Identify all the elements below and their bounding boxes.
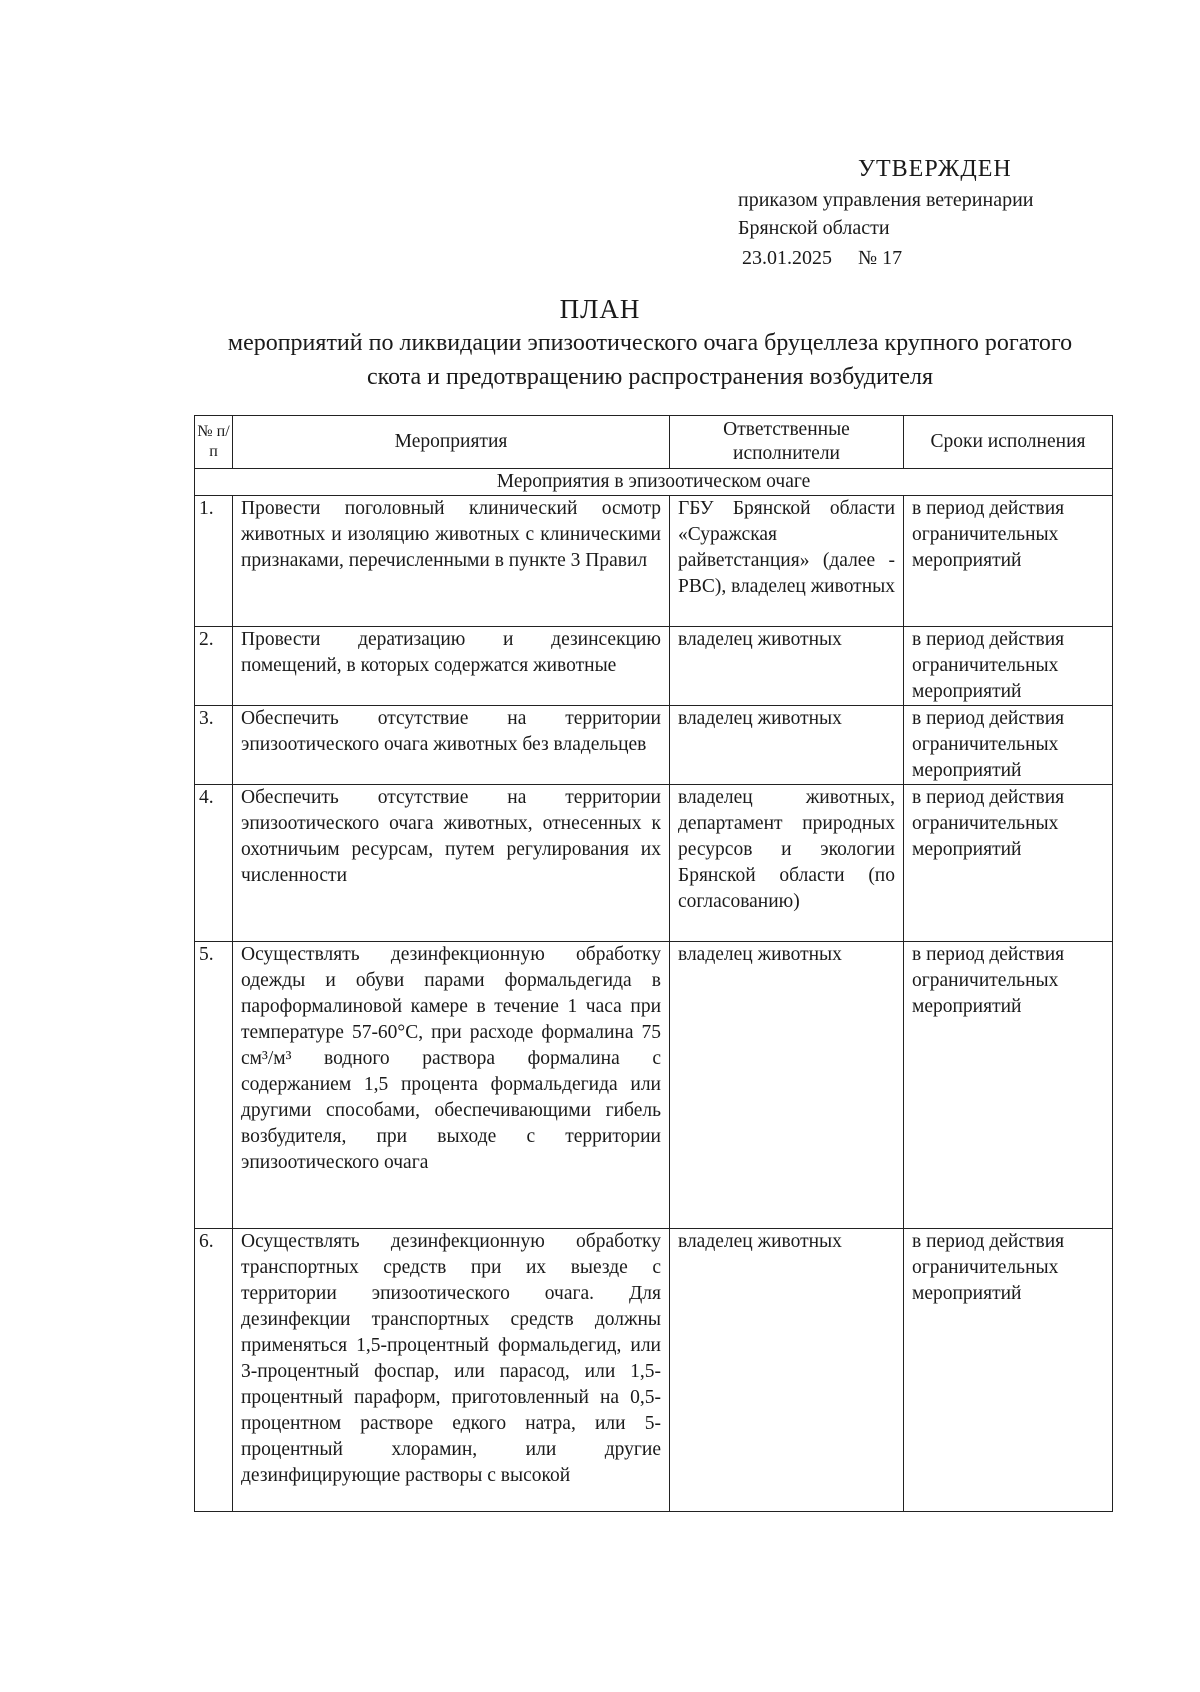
row-deadline: в период действия ограничительных мероприятий [904,1229,1113,1512]
table-header-row [195,416,1113,469]
section-title: Мероприятия в эпизоотическом очаге [195,469,1113,496]
header-measure: Мероприятия [233,416,670,469]
row-num: 1. [195,496,233,627]
table-row [195,706,1113,785]
row-deadline: в период действия ограничительных мероприятий [904,942,1113,1229]
section-row [195,469,1113,496]
header-deadline: Сроки исполнения [904,416,1113,469]
row-deadline: в период действия ограничительных мероприятий [904,785,1113,942]
row-deadline: в период действия ограничительных мероприятий [904,627,1113,706]
row-num: 4. [195,785,233,942]
table-row [195,1229,1113,1512]
row-num: 5. [195,942,233,1229]
table-row [195,627,1113,706]
row-measure: Провести дератизацию и дезинсекцию помещений, в которых содержатся животные [233,627,670,706]
row-measure: Осуществлять дезинфекционную обработку одежды и обуви парами формальдегида в пароформалиновой камере в течение 1 часа при температуре 57-60°С, при расходе формалина 75 см³/м³ водного раствора формалина с содержанием 1,5 процента формальдегида или другими способами, обеспечивающими гибель возбудителя, при выходе с территории эпизоотического очага [233,942,670,1229]
approval-title: УТВЕРЖДЕН [858,156,1012,182]
row-measure: Провести поголовный клинический осмотр животных и изоляцию животных с клиническими признаками, перечисленными в пункте 3 Правил [233,496,670,627]
row-num: 2. [195,627,233,706]
row-responsible: владелец животных [670,1229,904,1512]
row-responsible: владелец животных [670,942,904,1229]
row-num: 3. [195,706,233,785]
approval-region-line: Брянской области [738,217,890,239]
row-measure: Осуществлять дезинфекционную обработку транспортных средств при их выезде с территории эпизоотического очага. Для дезинфекции транспортных средств должны применяться 1,5-процентный формальдегид, или 3-процентный фоспар, или парасод, или 1,5-процентный параформ, приготовленный на 0,5-процентном растворе едкого натра, или 5-процентный хлорамин, или другие дезинфицирующие растворы с высокой [233,1229,670,1512]
approval-number: № 17 [858,247,903,269]
row-responsible: владелец животных [670,706,904,785]
approval-order-line: приказом управления ветеринарии [738,189,1034,211]
plan-title: ПЛАН [559,294,641,324]
header-num: № п/п [195,416,233,469]
row-deadline: в период действия ограничительных мероприятий [904,496,1113,627]
row-responsible: ГБУ Брянской области «Суражская райветстанция» (далее - РВС), владелец животных [670,496,904,627]
plan-subtitle: мероприятий по ликвидации эпизоотического очага бруцеллеза крупного рогатого скота и предотвращению распространения возбудителя [227,330,1073,390]
row-responsible: владелец животных, департамент природных ресурсов и экологии Брянской области (по согласованию) [670,785,904,942]
row-measure: Обеспечить отсутствие на территории эпизоотического очага животных, отнесенных к охотничьим ресурсам, путем регулирования их численности [233,785,670,942]
row-measure: Обеспечить отсутствие на территории эпизоотического очага животных без владельцев [233,706,670,785]
header-responsible: Ответственные исполнители [670,416,904,469]
table-row [195,785,1113,942]
table-row [195,942,1113,1229]
approval-stamp [738,152,1178,274]
row-num: 6. [195,1229,233,1512]
table-row [195,496,1113,627]
approval-date-number [742,242,1178,274]
row-responsible: владелец животных [670,627,904,706]
row-deadline: в период действия ограничительных мероприятий [904,706,1113,785]
approval-date: 23.01.2025 [742,247,832,269]
measures-table [194,415,1113,1512]
